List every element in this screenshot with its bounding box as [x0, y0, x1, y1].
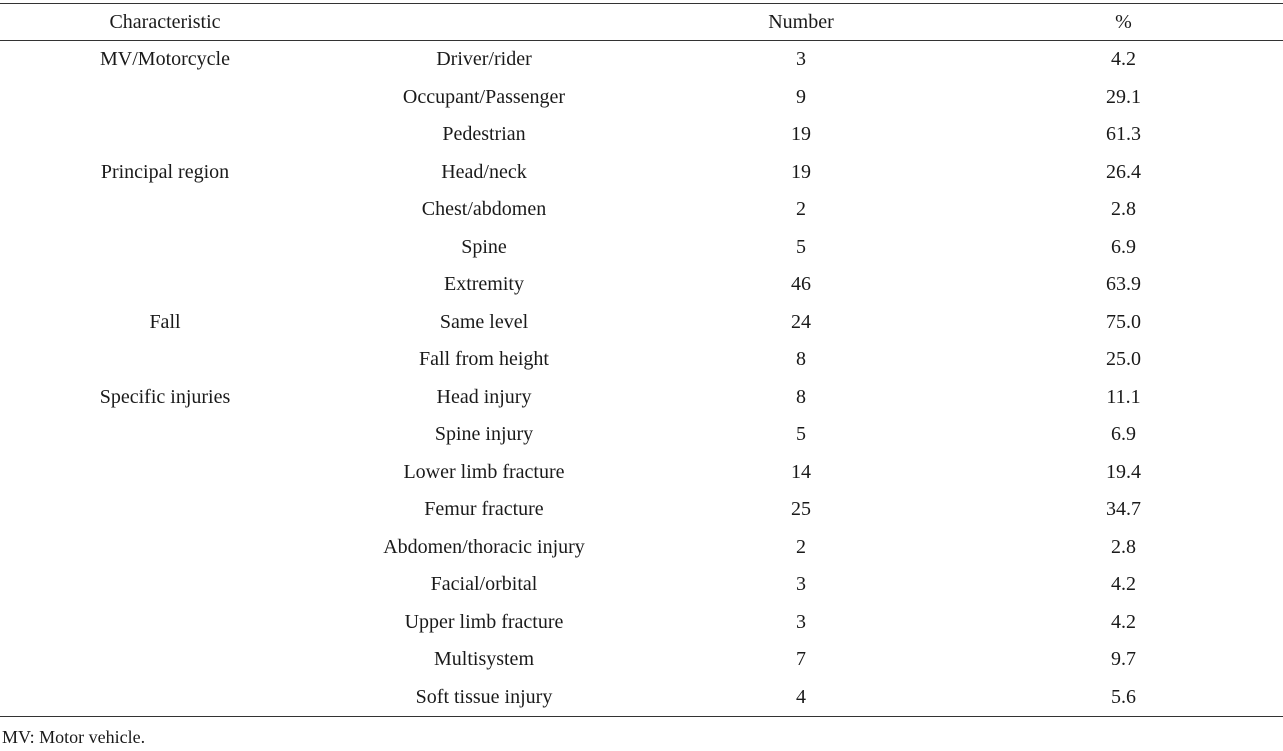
table-row [0, 416, 1283, 454]
header-number: Number [768, 10, 834, 33]
table-body [0, 41, 1283, 717]
injury-characteristics-table-container [0, 3, 1283, 717]
cell-item: Head/neck [441, 160, 527, 183]
cell-item: Fall from height [419, 348, 549, 371]
cell-category [0, 641, 330, 679]
cell-item: Upper limb fracture [404, 610, 564, 633]
cell-number: 5 [796, 423, 806, 446]
cell-category [0, 604, 330, 642]
cell-percent: 63.9 [1106, 273, 1141, 296]
header-row [0, 4, 1283, 41]
header-characteristic: Characteristic [109, 10, 221, 33]
table-row [0, 604, 1283, 642]
cell-item: Chest/abdomen [421, 198, 547, 221]
table-row [0, 379, 1283, 417]
cell-percent: 2.8 [1111, 198, 1136, 221]
cell-number: 24 [791, 310, 811, 333]
cell-category: MV/Motorcycle [100, 48, 230, 71]
cell-item: Same level [439, 310, 529, 333]
cell-number: 9 [796, 85, 806, 108]
table-row [0, 304, 1283, 342]
cell-category: Principal region [100, 160, 230, 183]
cell-number: 3 [796, 610, 806, 633]
cell-category [0, 341, 330, 379]
cell-percent: 9.7 [1111, 648, 1136, 671]
table-row [0, 679, 1283, 717]
cell-percent: 6.9 [1111, 423, 1136, 446]
cell-category [0, 491, 330, 529]
table-header [0, 4, 1283, 41]
cell-percent: 2.8 [1111, 535, 1136, 558]
table-row [0, 529, 1283, 567]
table-row [0, 454, 1283, 492]
cell-percent: 75.0 [1106, 310, 1141, 333]
cell-category [0, 566, 330, 604]
cell-percent: 11.1 [1106, 385, 1141, 408]
cell-item: Soft tissue injury [415, 685, 553, 708]
header-percent: % [1115, 10, 1132, 33]
injury-characteristics-table [0, 3, 1283, 717]
cell-percent: 4.2 [1111, 48, 1136, 71]
cell-item: Spine [461, 235, 507, 258]
table-row [0, 154, 1283, 192]
cell-category: Specific injuries [99, 385, 231, 408]
cell-number: 19 [791, 160, 811, 183]
cell-item: Extremity [444, 273, 524, 296]
table-row [0, 41, 1283, 79]
cell-item: Femur fracture [424, 498, 544, 521]
cell-item: Facial/orbital [430, 573, 538, 596]
cell-item: Lower limb fracture [403, 460, 565, 483]
cell-percent: 19.4 [1106, 460, 1141, 483]
cell-percent: 4.2 [1111, 573, 1136, 596]
cell-item: Occupant/Passenger [402, 85, 566, 108]
cell-item: Multisystem [433, 648, 534, 671]
cell-percent: 5.6 [1111, 685, 1136, 708]
cell-percent: 61.3 [1106, 123, 1141, 146]
table-footnote: MV: Motor vehicle. [2, 727, 146, 747]
cell-category: Fall [149, 310, 181, 333]
table-row [0, 266, 1283, 304]
cell-number: 8 [796, 348, 806, 371]
cell-number: 2 [796, 198, 806, 221]
cell-item: Abdomen/thoracic injury [383, 535, 585, 558]
cell-number: 4 [796, 685, 806, 708]
cell-item: Pedestrian [442, 123, 526, 146]
cell-item: Head injury [436, 385, 532, 408]
cell-percent: 4.2 [1111, 610, 1136, 633]
cell-percent: 34.7 [1106, 498, 1141, 521]
cell-category [0, 229, 330, 267]
table-row [0, 491, 1283, 529]
cell-item: Driver/rider [436, 48, 532, 71]
cell-category [0, 266, 330, 304]
cell-item: Spine injury [434, 423, 534, 446]
table-row [0, 191, 1283, 229]
cell-category [0, 679, 330, 717]
cell-number: 25 [791, 498, 811, 521]
cell-number: 8 [796, 385, 806, 408]
cell-number: 3 [796, 48, 806, 71]
cell-number: 19 [791, 123, 811, 146]
cell-percent: 6.9 [1111, 235, 1136, 258]
cell-number: 14 [791, 460, 811, 483]
cell-category [0, 529, 330, 567]
table-row [0, 566, 1283, 604]
header-subcategory [330, 4, 638, 41]
table-row [0, 229, 1283, 267]
table-row [0, 341, 1283, 379]
cell-category [0, 79, 330, 117]
cell-number: 7 [796, 648, 806, 671]
cell-percent: 29.1 [1106, 85, 1141, 108]
cell-number: 5 [796, 235, 806, 258]
cell-percent: 26.4 [1106, 160, 1141, 183]
cell-number: 46 [791, 273, 811, 296]
cell-number: 3 [796, 573, 806, 596]
table-row [0, 116, 1283, 154]
cell-category [0, 454, 330, 492]
cell-percent: 25.0 [1106, 348, 1141, 371]
cell-number: 2 [796, 535, 806, 558]
cell-category [0, 416, 330, 454]
table-row [0, 641, 1283, 679]
cell-category [0, 191, 330, 229]
cell-category [0, 116, 330, 154]
table-row [0, 79, 1283, 117]
